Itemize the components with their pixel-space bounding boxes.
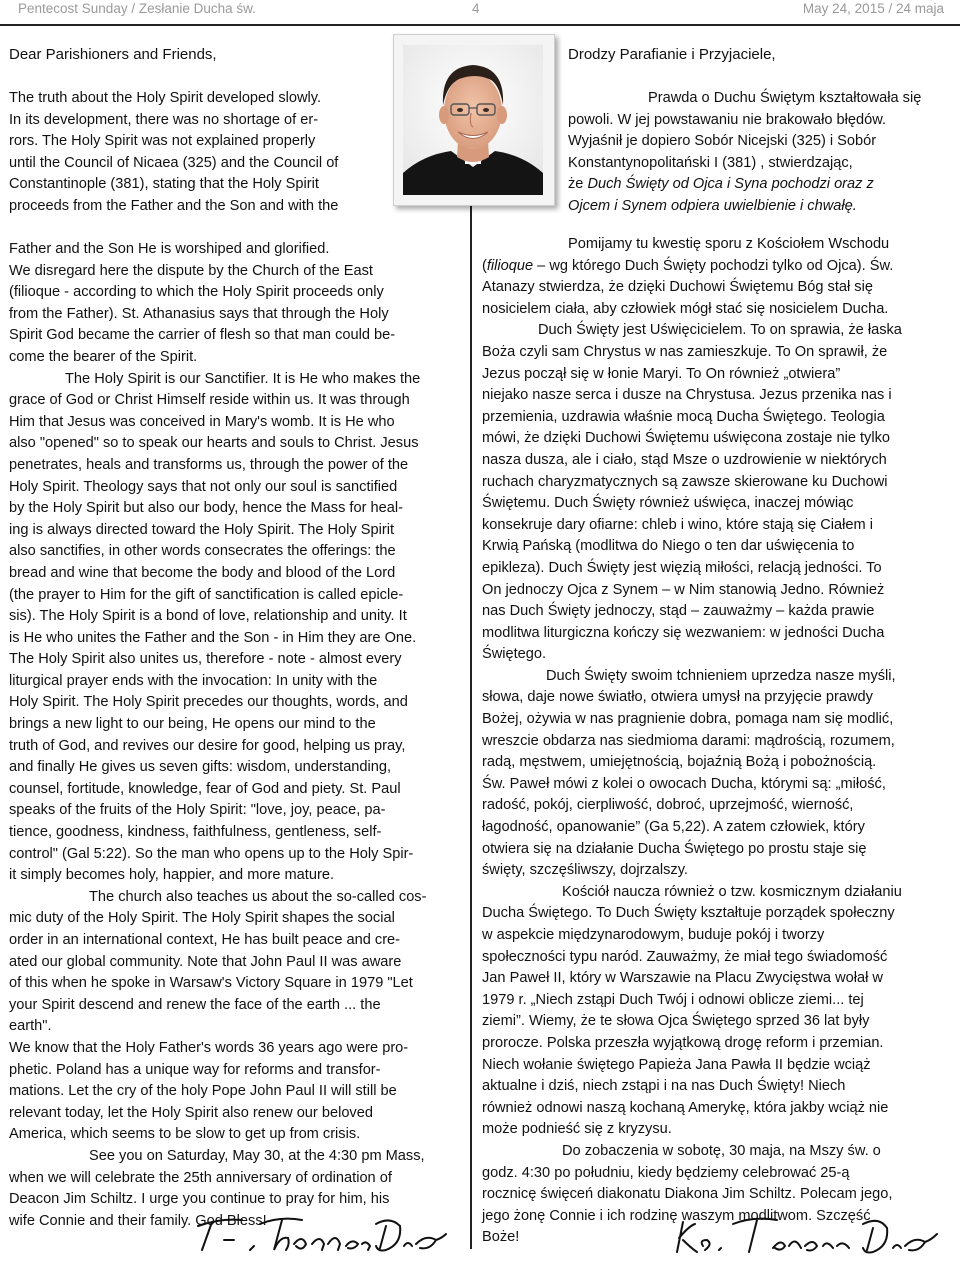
pl-line: otwiera się na działanie Ducha Świętego po prostu staje się [482,840,867,857]
column-divider [470,36,472,1249]
polish-signature [673,1212,943,1258]
pl-line: święty, szczęśliwszy, dojrzalszy. [482,862,688,879]
pl-line: aktualne i dziś, niech zstąpi i na nas Duch Święty! Niech [482,1078,846,1095]
header-title: Pentecost Sunday / Zesłanie Ducha św. [18,1,256,16]
en-line: your Spirit descend and renew the face of the earth ... the [9,996,381,1013]
polish-main-text: Pomijamy tu kwestię sporu z Kościołem Wschodu (filioque – wg którego Duch Święty pochodzi tylko od Ojca). Św. Atanazy stwierdza, że dzięki Duchowi Świętemu Bóg stał się nosicielem ciała, aby człowiek mógł stać się nosicielem Ducha. Duch Święty jest Uświęcicielem. To on sprawia, że łaska Boża czyli sam Chrystus w nas zamieszkuje. To On sprawił, że Jezus począł się w łonie Maryi. To On również „otwiera” niejako nasze serca i dusze na Chrystusa. Jezus przenika nas i przemienia, uzdrawia właśnie mocą Ducha Świętego. Teologia mówi, że dzięki Duchowi Świętemu uświęcona zostaje nie tylko nasza dusza, ale i ciało, stąd Msze o uzdrowienie w niektórych ruchach charyzmatycznych są zawsze skierowane ku Duchowi Świętemu. Duch Święty również uświęca, inaczej mówiąc konsekruje dary ofiarne: chleb i wino, które stają się Ciałem i Krwią Pańską (modlitwa do Niego o ten dar uświęcenia to epikleza). Duch Święty jest więzią miłości, relacją jedności. To On jednoczy Ojca z Synem – w Nim stanowią Jedno. Również nas Duch Święty jednoczy, stąd – zauważmy – każda prawie modlitwa liturgiczna kończy się wezwaniem: w jedności Ducha Świętego. Duch Święty swoim tchnieniem uprzedza nasze myśli, słowa, daje nowe światło, otwiera umysł na przyjęcie prawdy Bożej, ożywia w nas pragnienie dobra, pomaga nam się modlić, wreszcie obdarza nas siedmioma darami: mądrością, rozumem, radą, męstwem, umiejętnością, bojaźnią Bożą i pobożnością. Św. Paweł mówi z kolei o owocach Ducha, którymi są: „miłość, radość, pokój, cierpliwość, dobroć, uprzejmość, wierność, łagodność, opanowanie” (Ga 5,22). A zatem człowiek, który otwiera się na działanie Ducha Świętego po prostu staje się święty, szczęśliwszy, dojrzalszy. Kościół naucza również o tzw. kosmicznym działaniu Ducha Świętego. To Duch Święty kształtuje porządek społeczny w aspekcie międzynarodowym, buduje pokój i tworzy społeczności typu naród. Zauważmy, że miał tego świadomość Jan Paweł II, który w Warszawie na Placu Zwycięstwa wołał w 1979 r. „Niech zstąpi Duch Twój i odnowi oblicze ziemi... tej ziemi”. Wiemy, że te słowa Ojca Świętego sprzed 36 lat były prorocze. Polska przeszła wyjątkową drogę reform i przemian. Niech wołanie świętego Papieża Jana Pawła II będzie wciąż aktualne i dziś, niech zstąpi i na nas Duch Święty! Niech również odnowi naszą kochaną Amerykę, która jakby wciąż nie może podnieść się z kryzysu. Do zobaczenia w sobotę, 30 maja, na Mszy św. o godz. 4:30 po południu, kiedy będziemy celebrować 25-ą rocznicę święceń diakonatu Diakona Jim Schiltz. Polecam jego, jego żonę Connie i ich rodzinę waszym modlitwom. Szczęść Boże! [482,236,902,1246]
en-line: Spirit God became the carrier of flesh so that man could be- [9,327,396,344]
en-line: from the Father). St. Athanasius says that through the Holy [9,305,389,322]
pl-line: nasza dusza, ale i ciało, stąd Msze o uzdrowienie w niektórych [482,451,887,468]
pl-line: modlitwa liturgiczna kończy się wezwaniem: w jedności Ducha [482,624,885,641]
pastor-portrait-image [403,45,543,195]
pl-line: Świętego. [482,646,547,663]
en-line: The Holy Spirit is our Sanctifier. It is He who makes the [65,370,421,387]
pl-line: radość, pokój, cierpliwość, dobroć, uprzejmość, wierność, [482,797,854,814]
en-line: is He who unites the Father and the Son - in Him they are One. [9,629,417,646]
en-line: come the bearer of the Spirit. [9,348,198,365]
polish-salutation: Drodzy Parafianie i Przyjaciele, [568,46,776,63]
en-line: Holy Spirit. The Holy Spirit precedes our thoughts, words, and [9,694,408,711]
en-line: Father and the Son He is worshiped and glorified. [9,241,330,257]
en-line: order in an international context, He has built peace and cre- [9,932,401,948]
en-line: brings a new light to our being, He opens our mind to the [9,716,376,733]
en-line: control" (Gal 5:22). So the man who opens up to the Holy Spir- [9,845,414,862]
pastor-photo [393,34,555,206]
en-line: Deacon Jim Schiltz. I urge you continue to pray for him, his [9,1191,390,1208]
en-line: when we will celebrate the 25th anniversary of ordination of [9,1169,392,1186]
en-line: wife Connie and their family. God Bless! [9,1212,267,1229]
pl-line: również odnowi naszą kochaną Amerykę, która jakby wciąż nie [482,1099,889,1116]
en-line: The church also teaches us about the so-called cos- [89,888,427,905]
pl-line: Jezus począł się w łonie Maryi. To On również „otwiera” [482,365,841,382]
pl-line: ziemi”. Wiemy, że te słowa Ojca Świętego sprzed 36 lat były [482,1013,870,1030]
pl-line: Duch Święty jest Uświęcicielem. To on sprawia, że łaska [538,322,902,339]
pl-line: epikleza). Duch Święty jest więzią miłości, relacją jedności. To [482,559,882,576]
en-line: also "opened" so to speak our hearts and souls to Christ. Jesus [9,435,419,452]
pl-line: 1979 r. „Niech zstąpi Duch Twój i odnowi oblicze ziemi... tej [482,991,864,1008]
en-line: by the Holy Spirit but also our body, hence the Mass for heal- [9,500,403,517]
en-line: penetrates, heals and transforms us, through the power of the [9,456,409,473]
en-line: We know that the Holy Father's words 36 years ago were pro- [9,1039,409,1056]
pl-line: radą, męstwem, umiejętnością, bojaźnią Bożą i pobożnością. [482,754,877,771]
pl-line: Boża czyli sam Chrystus w nas zamieszkuje. To On sprawił, że [482,343,888,360]
en-line: speaks of the fruits of the Holy Spirit: "love, joy, peace, pa- [9,802,386,819]
en-line: Constantinople (381), stating that the Holy Spirit [9,176,319,193]
pl-line: Kościół naucza również o tzw. kosmicznym działaniu [562,883,902,900]
en-line: sis). The Holy Spirit is a bond of love, relationship and unity. It [9,608,407,625]
pl-line: Duch Święty swoim tchnieniem uprzedza nasze myśli, [546,667,896,684]
en-line: Him that Jesus was conceived in Mary's womb. It is He who [9,413,395,430]
en-line: The Holy Spirit also unites us, therefore - note - almost every [9,651,402,668]
en-line: proceeds from the Father and the Son and with the [9,197,339,214]
pl-line-italic: Duch Święty od Ojca i Syna pochodzi oraz z [587,176,874,193]
en-line: liturgical prayer ends with the invocation: In unity with the [9,672,378,689]
filioque-term: filioque [486,257,534,274]
pl-line: Atanazy stwierdza, że dzięki Duchowi Świętemu Bóg stał się [482,279,873,296]
en-line: We disregard here the dispute by the Church of the East [9,262,373,279]
en-line: tience, goodness, kindness, faithfulness, gentleness, self- [9,824,382,841]
en-line: relevant today, let the Holy Spirit also renew our beloved [9,1104,373,1121]
pl-line: mówi, że dzięki Duchowi Świętemu uświęcona zostaje nie tylko [482,430,890,447]
pl-line: słowa, daje nowe światło, otwiera umysł na przyjęcie prawdy [482,689,873,706]
english-intro-paragraph [9,88,389,218]
pl-line: Boże! [482,1229,520,1246]
pl-line: On jednoczy Ojca z Synem – w Nim stanowią Jedno. Również [482,581,885,598]
page-number: 4 [472,1,480,16]
pl-line: Konstantynopolitański I (381) , stwierdzając, [568,154,853,171]
pl-line: nas Duch Święty jednoczy, stąd – zauważmy – każda prawie [482,603,875,620]
en-line: phetic. Poland has a unique way for reforms and transfor- [9,1061,381,1078]
en-line: until the Council of Nicaea (325) and the Council of [9,154,339,171]
pl-line: nosicielem ciała, aby człowiek mógł stać się nosicielem Ducha. [482,300,889,317]
en-line: Holy Spirit. Theology says that not only our soul is sanctified [9,478,398,495]
pl-line: łagodność, opanowanie” (Ga 5,22). A zatem człowiek, który [482,819,865,836]
pl-line: rocznicę święceń diakonatu Diakona Jim Schiltz. Polecam jego, [482,1186,893,1203]
pl-line: Pomijamy tu kwestię sporu z Kościołem Wschodu [568,236,890,252]
pl-line: Krwią Pańską (modlitwa do Niego o ten dar uświęcenia to [482,538,855,555]
en-line: earth". [9,1018,52,1035]
en-line: The truth about the Holy Spirit developed slowly. [9,90,322,106]
pl-line: Jan Paweł II, który w Warszawie na Placu Zwycięstwa wołał w [482,970,883,987]
header-rule [0,24,960,26]
pl-line: Prawda o Duchu Świętym kształtowała się [648,90,922,106]
polish-intro-paragraph [568,88,948,218]
en-line: grace of God or Christ Himself reside within us. It was through [9,392,410,409]
pl-line-italic: Ojcem i Synem odpiera uwielbienie i chwałę. [568,197,857,214]
pl-line: Św. Paweł mówi z kolei o owocach Ducha, którymi są: „miłość, [482,775,886,792]
pl-line: Do zobaczenia w sobotę, 30 maja, na Mszy św. o [562,1142,881,1159]
pl-line: Niech wołanie świętego Papieża Jana Pawła II będzie wciąż [482,1056,871,1073]
en-line: and finally He gives us seven gifts: wisdom, understanding, [9,759,392,776]
en-line: (filioque - according to which the Holy Spirit proceeds only [9,284,384,301]
pl-line: Ducha Świętego. To Duch Święty kształtuje porządek społeczny [482,905,895,922]
en-line: See you on Saturday, May 30, at the 4:30 pm Mass, [89,1147,425,1164]
pl-line: w aspekcie międzynarodowym, buduje pokój i tworzy [482,927,825,943]
pl-line: społeczności typu naród. Zauważmy, że miał tego świadomość [482,948,888,965]
pl-line: ruchach charyzmatycznych są zawsze skierowane ku Duchowi [482,473,888,490]
pl-line: Bożej, ożywia w nas pragnienie dobra, pomaga nam się modlić, [482,711,894,728]
pl-line: konsekruje dary ofiarne: chleb i wino, które stają się Ciałem i [482,516,873,533]
pl-line: niejako nasze serca i dusze na Chrystusa. Jezus przenika nas i [482,387,892,404]
pl-line: Wyjaśnił je dopiero Sobór Nicejski (325) i Sobór [568,133,877,150]
pl-line: godz. 4:30 po południu, kiedy będziemy celebrować 25-ą [482,1164,850,1181]
en-line: (the prayer to Him for the gift of sanctification is called epicle- [9,586,404,603]
english-main-text [9,239,461,1232]
en-line: bread and wine that become the body and blood of the Lord [9,564,396,581]
pl-line: prorocze. Polska przeszła wyjątkową drogę reform i przemian. [482,1034,884,1051]
page-header [0,0,960,22]
pl-line: Świętemu. Duch Święty również uświęca, inaczej mówiąc [482,495,854,512]
en-line: rors. The Holy Spirit was not explained properly [9,133,316,150]
en-line: mic duty of the Holy Spirit. The Holy Spirit shapes the social [9,910,395,927]
en-line: ing is always directed toward the Holy Spirit. The Holy Spirit [9,521,395,538]
en-line: America, which seems to be slow to get up from crisis. [9,1126,361,1143]
pl-line: jego żonę Connie i ich rodzinę waszym modlitwom. Szczęść [482,1207,871,1224]
en-line: also sanctifies, in other words consecrates the offerings: the [9,543,396,560]
pl-line: może podnieść się z kryzysu. [482,1121,672,1138]
en-line: In its development, there was no shortage of er- [9,111,319,128]
pl-line: wreszcie obdarza nas siedmioma darami: mądrością, rozumem, [482,732,895,749]
en-line: mations. Let the cry of the holy Pope John Paul II will still be [9,1083,397,1100]
pl-line: przemienia, uzdrawia właśnie mocą Ducha Świętego. Teologia [482,408,885,425]
english-signature [190,1210,450,1258]
en-line: of this when he spoke in Warsaw's Victory Square in 1979 "Let [9,975,413,992]
pl-line: powoli. W jej powstawaniu nie brakowało błędów. [568,111,886,128]
en-line: truth of God, and revives our desire for good, helping us pray, [9,737,406,754]
en-line: it simply becomes holy, happier, and more mature. [9,867,334,884]
header-date: May 24, 2015 / 24 maja [802,1,944,16]
pl-line: że [568,176,588,193]
en-line: ated our global community. Note that John Paul II was aware [9,953,402,970]
en-line: counsel, fortitude, knowledge, fear of God and piety. St. Paul [9,780,401,797]
english-salutation: Dear Parishioners and Friends, [9,46,217,63]
